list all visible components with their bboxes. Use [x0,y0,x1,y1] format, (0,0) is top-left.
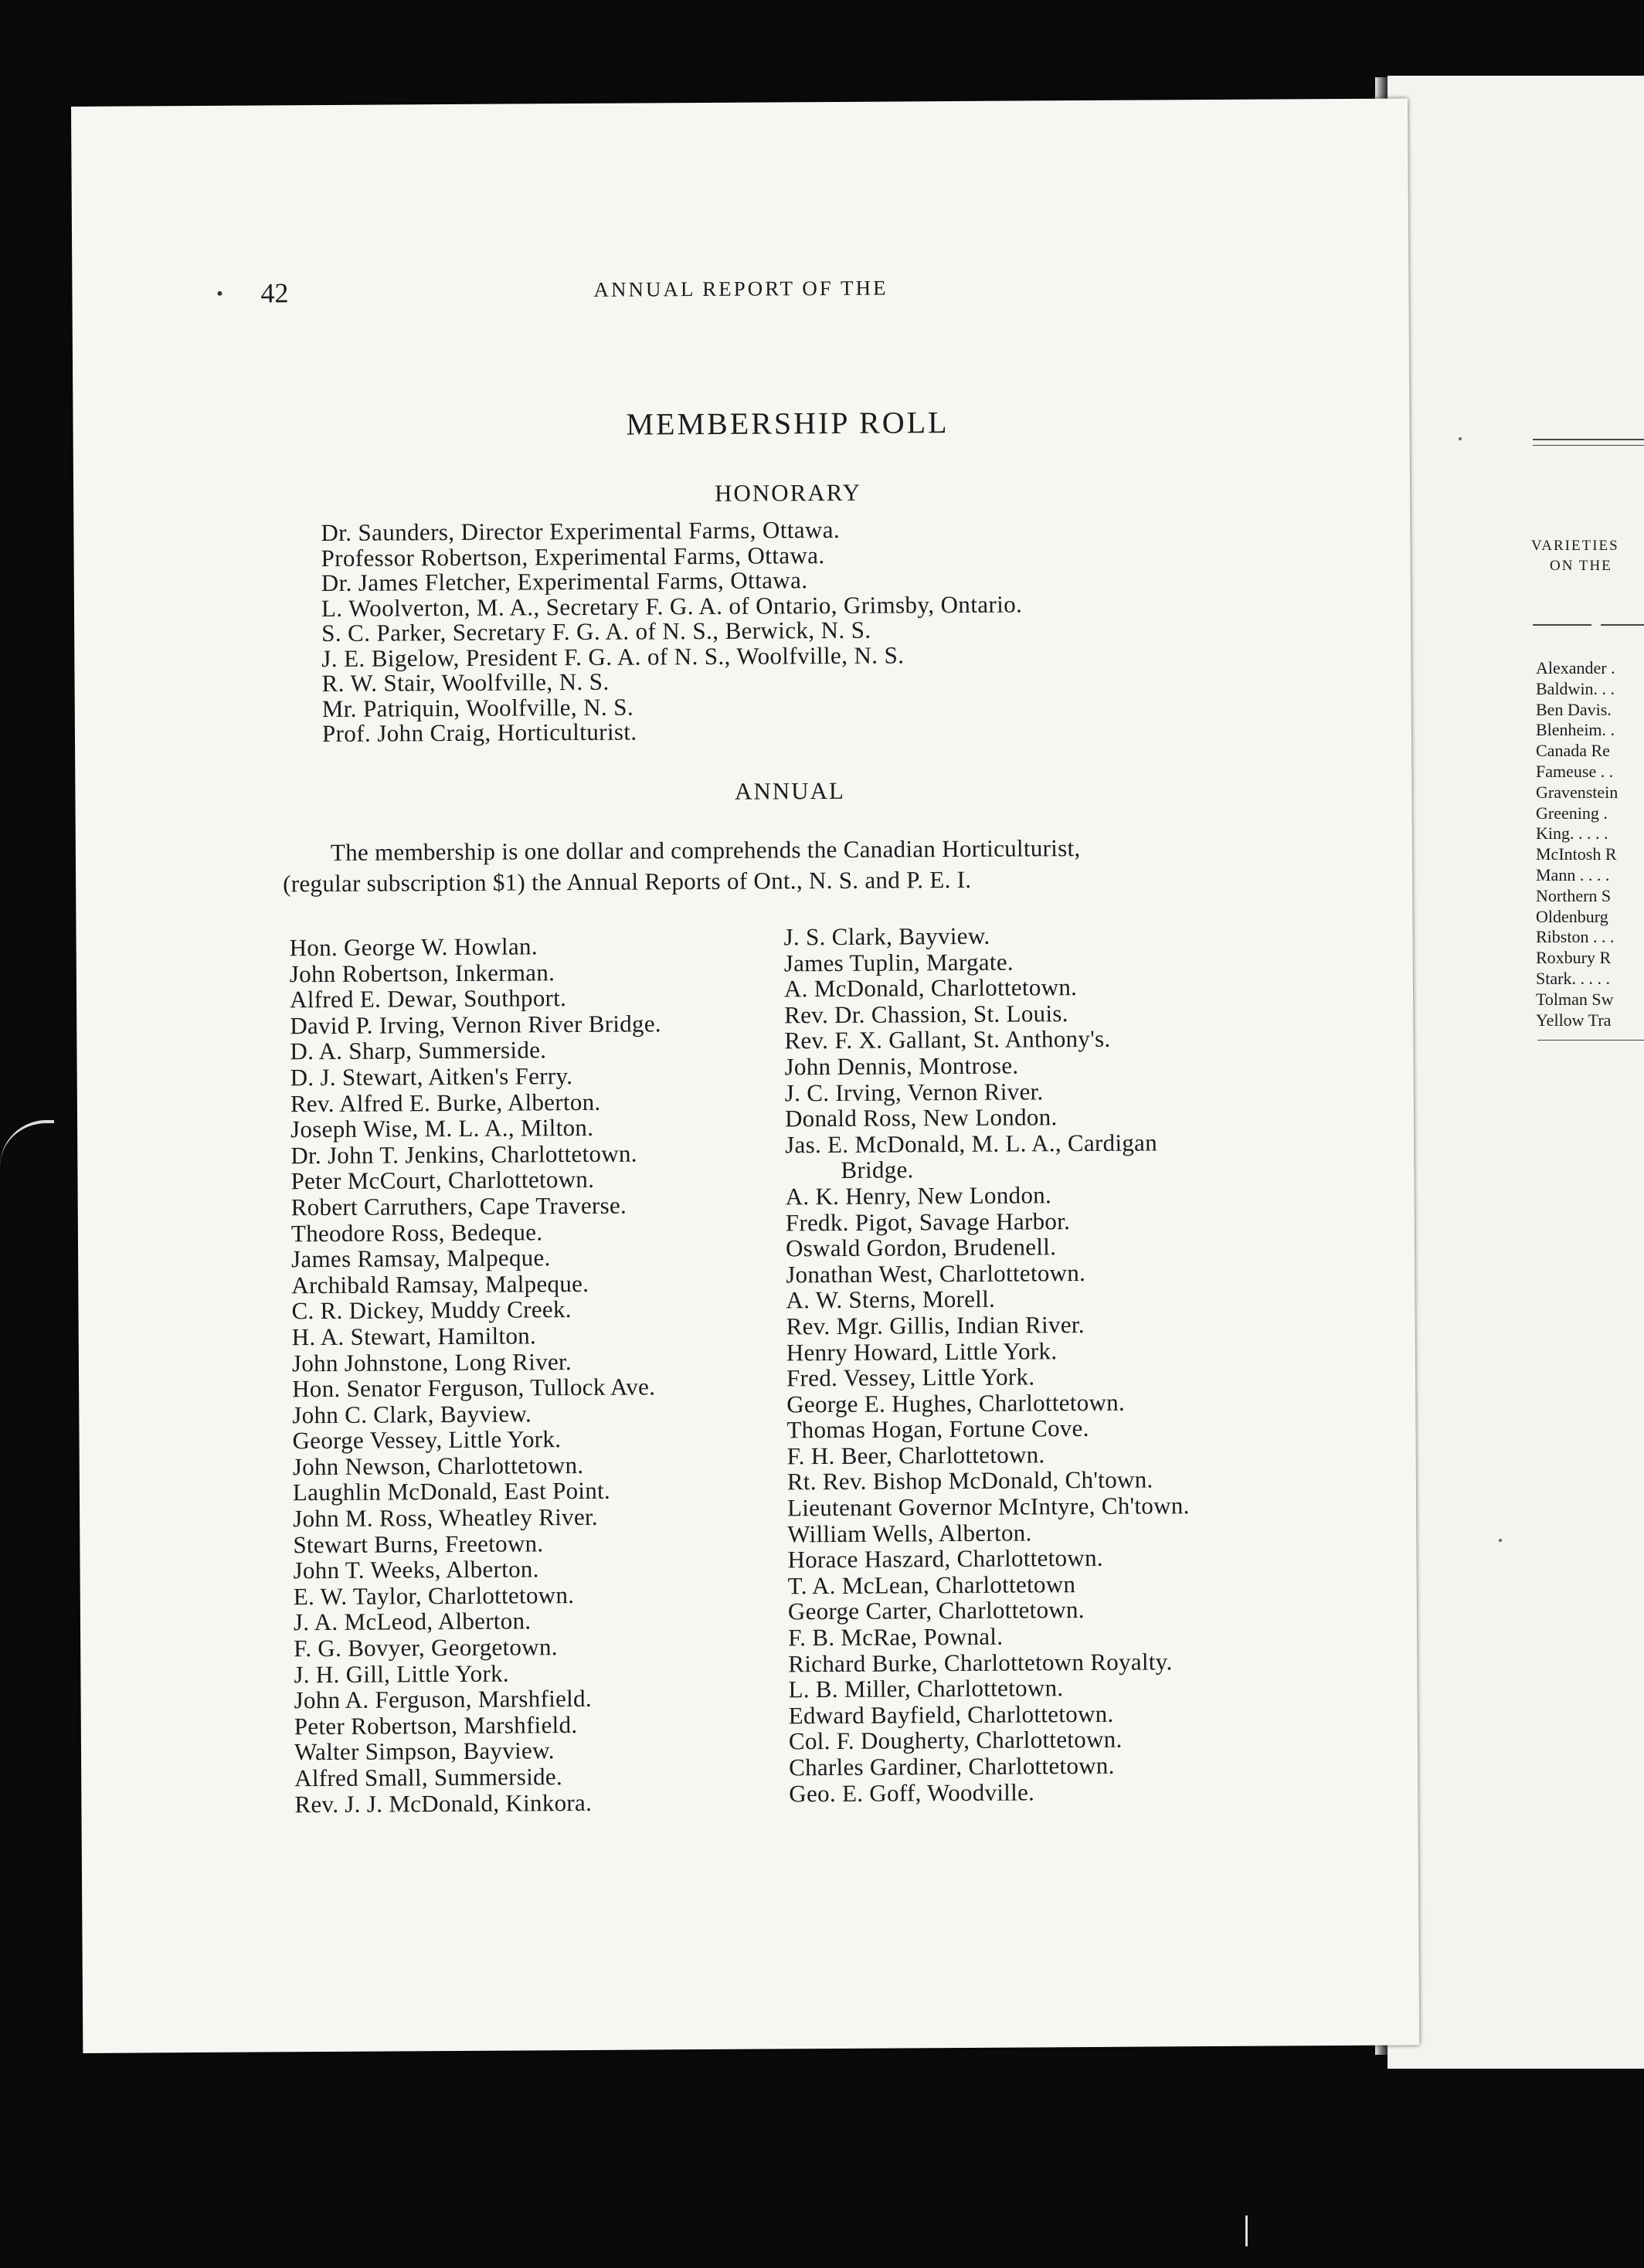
right-page-top-rule [1533,439,1644,440]
annual-member: F. B. McRae, Pownal. [788,1622,1004,1652]
variety-item: Ribston . . . [1536,927,1615,947]
honorary-heading: HONORARY [714,478,862,507]
variety-item: Oldenburg [1536,906,1608,926]
annual-member: Hon. George W. Howlan. [289,932,538,962]
annual-member: E. W. Taylor, Charlottetown. [293,1580,575,1611]
annual-member: J. A. McLeod, Alberton. [293,1607,532,1636]
variety-item: Greening . [1536,803,1608,823]
annual-member: A. W. Sterns, Morell. [786,1285,996,1314]
varieties-bottom-rule [1537,1040,1644,1041]
varieties-header-rule-2 [1601,624,1644,626]
annual-member: Fred. Vessey, Little York. [786,1363,1035,1392]
variety-item: McIntosh R [1536,844,1617,864]
annual-member: Robert Carruthers, Cape Traverse. [290,1191,627,1221]
variety-item: King. . . . . [1536,823,1608,844]
right-page [1388,76,1644,2069]
annual-member: Joseph Wise, M. L. A., Milton. [290,1114,594,1143]
page-number: 42 [260,277,289,309]
annual-member: Col. F. Dougherty, Charlottetown. [788,1726,1123,1755]
honorary-member: R. W. Stair, Woolfville, N. S. [321,667,610,698]
annual-member: Stewart Burns, Freetown. [293,1529,544,1558]
honorary-member-list [321,516,1023,746]
honorary-member: J. E. Bigelow, President F. G. A. of N. S., Woolfville, N. S. [321,640,905,672]
right-page-top-rule-2 [1533,445,1644,446]
annual-member: Walter Simpson, Bayview. [294,1737,555,1766]
annual-member: John Dennis, Montrose. [784,1051,1019,1081]
annual-member: James Tuplin, Margate. [783,948,1014,976]
annual-member: Henry Howard, Little York. [786,1336,1058,1366]
annual-member: H. A. Stewart, Hamilton. [291,1322,537,1351]
annual-member: Rev. J. J. McDonald, Kinkora. [294,1788,593,1818]
annual-member: Rt. Rev. Bishop McDonald, Ch'town. [786,1465,1153,1496]
annual-member: John Robertson, Inkerman. [289,958,555,987]
annual-member: Peter Robertson, Marshfield. [294,1710,578,1740]
annual-member: A. McDonald, Charlottetown. [783,973,1078,1003]
annual-member: John M. Ross, Wheatley River. [293,1502,599,1533]
variety-item: Blenheim. . [1536,720,1615,740]
honorary-member: Prof. John Craig, Horticulturist. [321,718,637,748]
annual-member: D. J. Stewart, Aitken's Ferry. [290,1062,573,1092]
annual-member: Hon. Senator Ferguson, Tullock Ave. [292,1373,656,1403]
annual-member: J. C. Irving, Vernon River. [784,1077,1044,1106]
varieties-header-rule [1533,624,1591,626]
variety-item: Roxbury R [1536,948,1612,968]
annual-member: Lieutenant Governor McIntyre, Ch'town. [786,1492,1190,1522]
annual-member: John Johnstone, Long River. [291,1347,572,1377]
annual-member: George Vessey, Little York. [292,1425,562,1455]
variety-item: Yellow Tra [1536,1010,1612,1030]
annual-member: Laughlin McDonald, East Point. [292,1477,611,1506]
annual-member: Rev. Alfred E. Burke, Alberton. [290,1088,601,1117]
annual-member: F. G. Bovyer, Georgetown. [294,1633,558,1662]
scan-speck [1499,1539,1502,1542]
annual-member: Rev. F. X. Gallant, St. Anthony's. [784,1025,1111,1054]
annual-member: F. H. Beer, Charlottetown. [786,1441,1045,1470]
annual-heading: ANNUAL [734,776,845,805]
annual-member: L. B. Miller, Charlottetown. [788,1674,1064,1703]
honorary-member: L. Woolverton, M. A., Secretary F. G. A. of Ontario, Grimsby, Ontario. [321,589,1023,622]
variety-item: Stark. . . . . [1536,968,1610,988]
annual-member: Peter McCourt, Charlottetown. [290,1166,595,1195]
annual-members-left-column [290,932,667,1817]
annual-member: C. R. Dickey, Muddy Creek. [291,1295,572,1325]
annual-member: George E. Hughes, Charlottetown. [786,1388,1126,1418]
variety-item: Canada Re [1536,741,1610,761]
annual-member: Richard Burke, Charlottetown Royalty. [788,1647,1173,1677]
scan-speck [1459,437,1462,440]
variety-item: Tolman Sw [1536,989,1614,1009]
intro-line-1: The membership is one dollar and comprehends the Canadian Horticulturist, [330,834,1081,866]
annual-member: J. S. Clark, Bayview. [783,922,990,951]
annual-member: J. H. Gill, Little York. [294,1659,509,1688]
annual-member: D. A. Sharp, Summerside. [290,1036,547,1065]
honorary-member: Dr. James Fletcher, Experimental Farms, Ottawa. [321,566,808,597]
annual-member: John T. Weeks, Alberton. [293,1555,539,1584]
variety-item: Alexander . [1536,658,1615,677]
annual-member: Jonathan West, Charlottetown. [786,1258,1086,1288]
variety-item: Mann . . . . [1536,864,1610,884]
annual-member: Fredk. Pigot, Savage Harbor. [785,1207,1071,1236]
varieties-heading-line-1: VARIETIES [1531,538,1619,554]
honorary-member: Mr. Patriquin, Woolfville, N. S. [321,693,634,722]
annual-member: Edward Bayfield, Charlottetown. [788,1699,1114,1730]
varieties-heading [1531,536,1619,576]
annual-member: Bridge. [841,1156,914,1184]
honorary-member: Professor Robertson, Experimental Farms, Ottawa. [321,541,825,572]
variety-item: Northern S [1536,885,1612,905]
annual-member: Rev. Mgr. Gillis, Indian River. [786,1310,1085,1340]
annual-member: John A. Ferguson, Marshfield. [294,1685,593,1714]
annual-member: Horace Haszard, Charlottetown. [787,1544,1104,1574]
annual-member: Geo. E. Goff, Woodville. [789,1778,1035,1807]
scan-edge-tick [1245,2215,1248,2246]
annual-member: Theodore Ross, Bedeque. [290,1217,543,1247]
intro-line-2: (regular subscription $1) the Annual Reports of Ont., N. S. and P. E. I. [283,865,972,898]
annual-member: James Ramsay, Malpeque. [291,1244,551,1273]
annual-member: John C. Clark, Bayview. [292,1400,532,1428]
scan-edge-mark [0,1120,54,1216]
annual-member: Dr. John T. Jenkins, Charlottetown. [290,1139,637,1170]
varieties-list [1536,658,1618,1030]
annual-member: John Newson, Charlottetown. [292,1451,584,1481]
margin-dot [217,291,222,296]
honorary-member: S. C. Parker, Secretary F. G. A. of N. S., Berwick, N. S. [321,616,871,647]
running-title: ANNUAL REPORT OF THE [593,276,888,301]
variety-item: Gravenstein [1536,782,1619,802]
page-title: MEMBERSHIP ROLL [626,405,949,442]
honorary-member: Dr. Saunders, Director Experimental Farms, Ottawa. [321,515,841,547]
annual-member: Alfred E. Dewar, Southport. [289,984,567,1013]
variety-item: Ben Davis. [1536,699,1612,719]
annual-member: Jas. E. McDonald, M. L. A., Cardigan [785,1129,1158,1159]
annual-member: Donald Ross, New London. [784,1103,1058,1132]
annual-members-right-column [783,922,1191,1806]
annual-member: Rev. Dr. Chassion, St. Louis. [784,999,1068,1029]
annual-member: William Wells, Alberton. [787,1519,1032,1548]
annual-member: Alfred Small, Summerside. [294,1763,563,1792]
membership-intro [283,831,1303,899]
annual-member: David P. Irving, Vernon River Bridge. [290,1010,662,1040]
left-page [71,98,1419,2053]
annual-member: George Carter, Charlottetown. [787,1596,1085,1625]
varieties-heading-line-2: ON THE [1550,558,1612,574]
annual-member: A. K. Henry, New London. [785,1181,1052,1210]
variety-item: Fameuse . . [1536,761,1614,781]
annual-member: T. A. McLean, Charlottetown [787,1570,1076,1600]
annual-member: Oswald Gordon, Brudenell. [785,1233,1057,1262]
annual-member: Archibald Ramsay, Malpeque. [291,1269,589,1299]
annual-member: Thomas Hogan, Fortune Cove. [786,1414,1089,1444]
variety-item: Baldwin. . . [1536,678,1615,698]
annual-member: Charles Gardiner, Charlottetown. [789,1751,1115,1781]
